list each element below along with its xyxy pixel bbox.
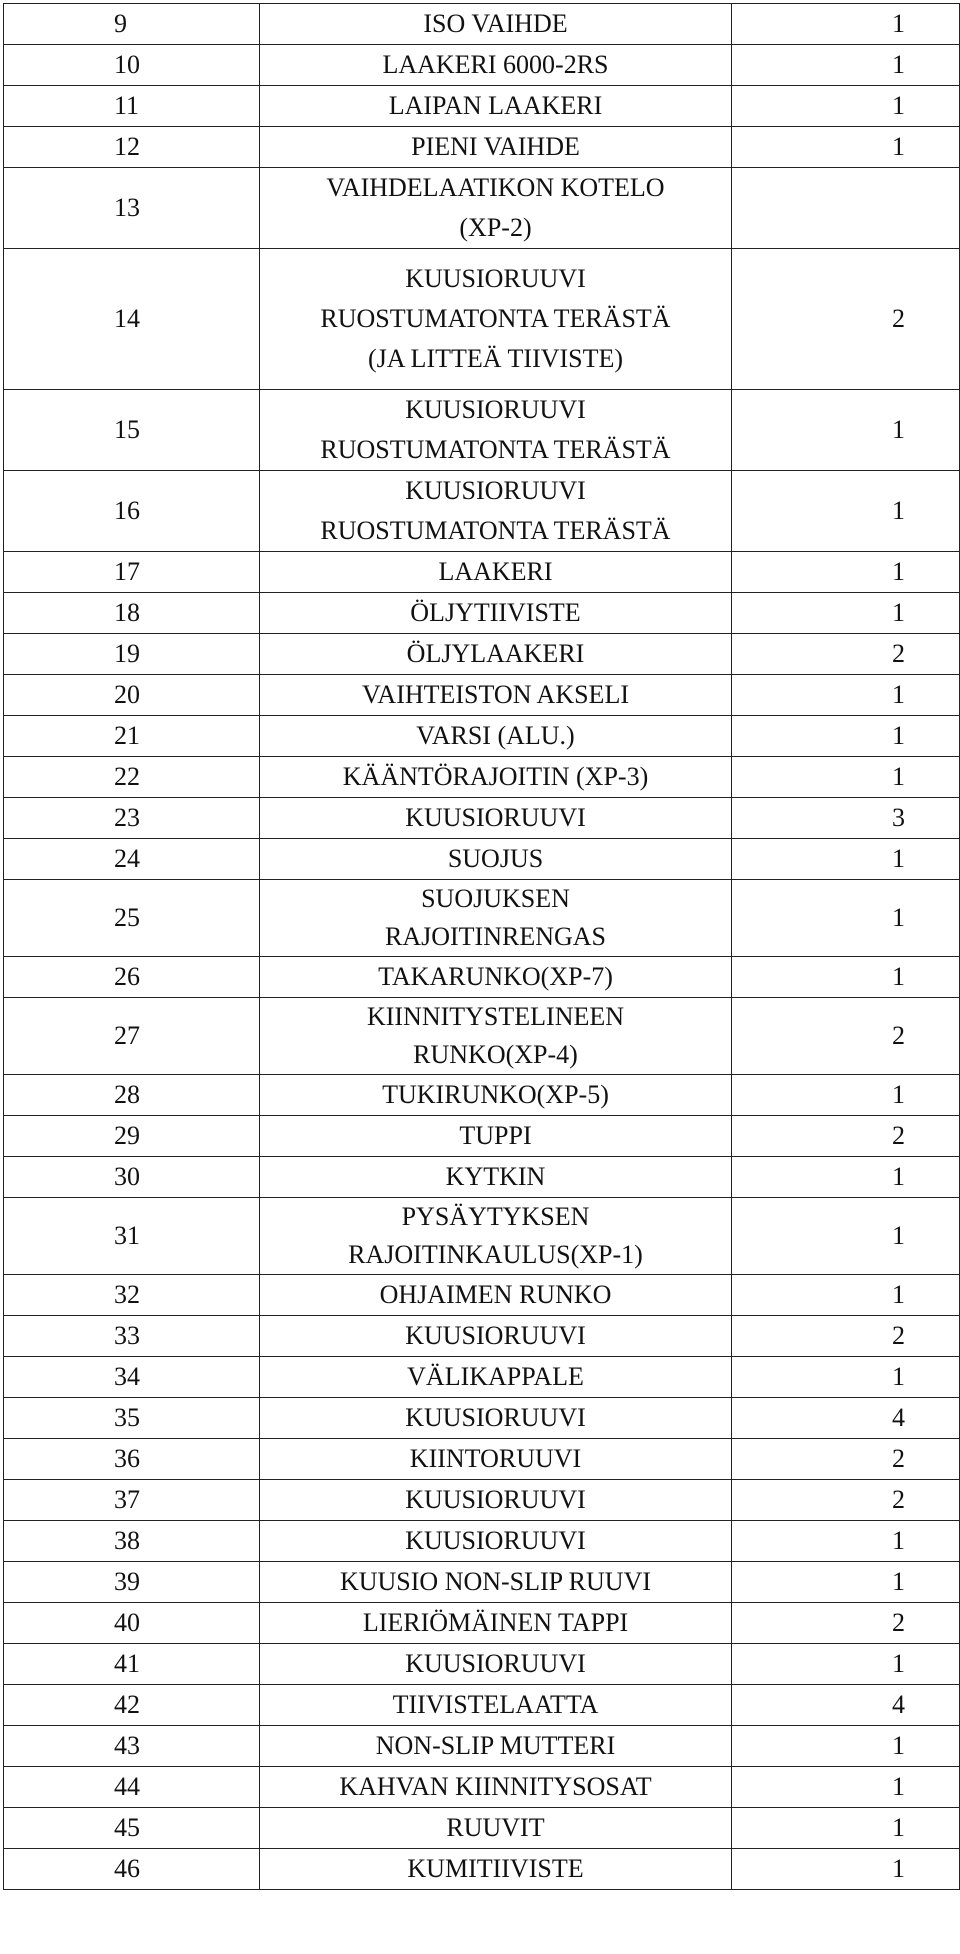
part-number-cell: 22 — [4, 757, 260, 798]
part-quantity-cell: 1 — [732, 1849, 960, 1890]
part-quantity-cell: 1 — [732, 675, 960, 716]
part-number-cell: 34 — [4, 1357, 260, 1398]
table-row — [4, 839, 960, 880]
table-row — [4, 1562, 960, 1603]
part-quantity-cell: 1 — [732, 757, 960, 798]
part-quantity-cell: 1 — [732, 1157, 960, 1198]
table-row — [4, 1075, 960, 1116]
part-name-cell: ISO VAIHDE — [260, 4, 732, 45]
part-number-cell: 30 — [4, 1157, 260, 1198]
part-number-cell: 17 — [4, 552, 260, 593]
table-row — [4, 45, 960, 86]
part-quantity-cell: 1 — [732, 127, 960, 168]
part-quantity-cell: 2 — [732, 1480, 960, 1521]
part-name-cell: KUUSIORUUVI — [260, 1398, 732, 1439]
part-number-cell: 36 — [4, 1439, 260, 1480]
part-name-cell: PIENI VAIHDE — [260, 127, 732, 168]
part-number-cell: 16 — [4, 471, 260, 552]
part-quantity-cell: 1 — [732, 716, 960, 757]
part-quantity-cell: 1 — [732, 1357, 960, 1398]
part-number-cell: 39 — [4, 1562, 260, 1603]
part-number-cell: 46 — [4, 1849, 260, 1890]
part-number-cell: 20 — [4, 675, 260, 716]
part-number-cell: 44 — [4, 1767, 260, 1808]
part-number-cell: 32 — [4, 1275, 260, 1316]
part-number-cell: 18 — [4, 593, 260, 634]
part-number-cell: 43 — [4, 1726, 260, 1767]
part-quantity-cell: 1 — [732, 1275, 960, 1316]
part-number-cell: 10 — [4, 45, 260, 86]
table-row — [4, 1808, 960, 1849]
table-row — [4, 1849, 960, 1890]
part-quantity-cell: 1 — [732, 1767, 960, 1808]
table-row — [4, 1275, 960, 1316]
part-name-cell: LAIPAN LAAKERI — [260, 86, 732, 127]
part-name-cell: KUUSIORUUVI RUOSTUMATONTA TERÄSTÄ — [260, 390, 732, 471]
part-quantity-cell: 1 — [732, 957, 960, 998]
part-number-cell: 9 — [4, 4, 260, 45]
part-quantity-cell: 1 — [732, 839, 960, 880]
table-row — [4, 1726, 960, 1767]
part-number-cell: 38 — [4, 1521, 260, 1562]
table-row — [4, 593, 960, 634]
part-name-cell: OHJAIMEN RUNKO — [260, 1275, 732, 1316]
parts-table — [3, 3, 960, 1890]
part-number-cell: 21 — [4, 716, 260, 757]
part-quantity-cell: 1 — [732, 45, 960, 86]
table-row — [4, 1603, 960, 1644]
part-number-cell: 42 — [4, 1685, 260, 1726]
part-number-cell: 41 — [4, 1644, 260, 1685]
part-quantity-cell: 4 — [732, 1685, 960, 1726]
part-quantity-cell: 1 — [732, 1808, 960, 1849]
part-number-cell: 26 — [4, 957, 260, 998]
table-row — [4, 1644, 960, 1685]
table-row — [4, 1357, 960, 1398]
part-quantity-cell: 1 — [732, 880, 960, 957]
part-name-cell: KUUSIORUUVI — [260, 1521, 732, 1562]
table-row — [4, 1521, 960, 1562]
part-name-cell: LAAKERI 6000-2RS — [260, 45, 732, 86]
part-name-cell: KIINTORUUVI — [260, 1439, 732, 1480]
table-row — [4, 1767, 960, 1808]
table-row — [4, 86, 960, 127]
part-quantity-cell: 1 — [732, 593, 960, 634]
part-quantity-cell: 1 — [732, 86, 960, 127]
table-row — [4, 798, 960, 839]
part-quantity-cell: 1 — [732, 1644, 960, 1685]
table-row — [4, 957, 960, 998]
part-name-cell: TUKIRUNKO(XP-5) — [260, 1075, 732, 1116]
part-name-cell: KÄÄNTÖRAJOITIN (XP-3) — [260, 757, 732, 798]
table-row — [4, 880, 960, 957]
part-name-cell: KUUSIORUUVI RUOSTUMATONTA TERÄSTÄ (JA LITTEÄ TIIVISTE) — [260, 249, 732, 390]
part-name-cell: VARSI (ALU.) — [260, 716, 732, 757]
part-name-cell: KUUSIO NON-SLIP RUUVI — [260, 1562, 732, 1603]
part-number-cell: 19 — [4, 634, 260, 675]
table-row — [4, 1480, 960, 1521]
part-quantity-cell: 1 — [732, 1726, 960, 1767]
part-number-cell: 27 — [4, 998, 260, 1075]
table-row — [4, 998, 960, 1075]
part-quantity-cell — [732, 168, 960, 249]
part-name-cell: KIINNITYSTELINEEN RUNKO(XP-4) — [260, 998, 732, 1075]
table-row — [4, 552, 960, 593]
part-quantity-cell: 1 — [732, 552, 960, 593]
part-quantity-cell: 3 — [732, 798, 960, 839]
part-name-cell: KUMITIIVISTE — [260, 1849, 732, 1890]
part-quantity-cell: 2 — [732, 1603, 960, 1644]
part-quantity-cell: 2 — [732, 998, 960, 1075]
table-row — [4, 1685, 960, 1726]
table-row — [4, 634, 960, 675]
part-name-cell: VAIHDELAATIKON KOTELO (XP-2) — [260, 168, 732, 249]
part-name-cell: KAHVAN KIINNITYSOSAT — [260, 1767, 732, 1808]
table-row — [4, 127, 960, 168]
part-quantity-cell: 2 — [732, 1316, 960, 1357]
table-row — [4, 757, 960, 798]
part-name-cell: ÖLJYLAAKERI — [260, 634, 732, 675]
part-number-cell: 33 — [4, 1316, 260, 1357]
part-name-cell: TUPPI — [260, 1116, 732, 1157]
part-quantity-cell: 2 — [732, 1439, 960, 1480]
part-name-cell: LIERIÖMÄINEN TAPPI — [260, 1603, 732, 1644]
part-name-cell: TAKARUNKO(XP-7) — [260, 957, 732, 998]
part-quantity-cell: 1 — [732, 1521, 960, 1562]
part-name-cell: KUUSIORUUVI — [260, 798, 732, 839]
part-quantity-cell: 1 — [732, 390, 960, 471]
part-name-cell: NON-SLIP MUTTERI — [260, 1726, 732, 1767]
part-number-cell: 11 — [4, 86, 260, 127]
part-name-cell: PYSÄYTYKSEN RAJOITINKAULUS(XP-1) — [260, 1198, 732, 1275]
part-name-cell: SUOJUS — [260, 839, 732, 880]
table-row — [4, 168, 960, 249]
part-quantity-cell: 2 — [732, 634, 960, 675]
part-number-cell: 12 — [4, 127, 260, 168]
table-row — [4, 249, 960, 390]
part-number-cell: 14 — [4, 249, 260, 390]
part-name-cell: VAIHTEISTON AKSELI — [260, 675, 732, 716]
part-quantity-cell: 4 — [732, 1398, 960, 1439]
part-number-cell: 29 — [4, 1116, 260, 1157]
part-number-cell: 28 — [4, 1075, 260, 1116]
part-quantity-cell: 2 — [732, 1116, 960, 1157]
part-quantity-cell: 1 — [732, 471, 960, 552]
table-row — [4, 1116, 960, 1157]
part-number-cell: 13 — [4, 168, 260, 249]
part-name-cell: KYTKIN — [260, 1157, 732, 1198]
table-row — [4, 1439, 960, 1480]
part-name-cell: KUUSIORUUVI — [260, 1644, 732, 1685]
table-row — [4, 675, 960, 716]
table-row — [4, 390, 960, 471]
part-number-cell: 31 — [4, 1198, 260, 1275]
part-number-cell: 40 — [4, 1603, 260, 1644]
table-row — [4, 471, 960, 552]
part-number-cell: 23 — [4, 798, 260, 839]
part-quantity-cell: 1 — [732, 1198, 960, 1275]
part-number-cell: 24 — [4, 839, 260, 880]
part-name-cell: KUUSIORUUVI — [260, 1480, 732, 1521]
part-name-cell: VÄLIKAPPALE — [260, 1357, 732, 1398]
part-number-cell: 15 — [4, 390, 260, 471]
part-name-cell: TIIVISTELAATTA — [260, 1685, 732, 1726]
part-quantity-cell: 1 — [732, 4, 960, 45]
part-name-cell: RUUVIT — [260, 1808, 732, 1849]
table-row — [4, 1398, 960, 1439]
part-name-cell: KUUSIORUUVI — [260, 1316, 732, 1357]
part-name-cell: KUUSIORUUVI RUOSTUMATONTA TERÄSTÄ — [260, 471, 732, 552]
part-quantity-cell: 1 — [732, 1562, 960, 1603]
part-number-cell: 37 — [4, 1480, 260, 1521]
part-quantity-cell: 1 — [732, 1075, 960, 1116]
table-row — [4, 4, 960, 45]
table-row — [4, 1198, 960, 1275]
part-number-cell: 45 — [4, 1808, 260, 1849]
part-name-cell: ÖLJYTIIVISTE — [260, 593, 732, 634]
parts-table-body — [4, 4, 960, 1890]
table-row — [4, 716, 960, 757]
part-number-cell: 25 — [4, 880, 260, 957]
part-name-cell: LAAKERI — [260, 552, 732, 593]
table-row — [4, 1316, 960, 1357]
part-number-cell: 35 — [4, 1398, 260, 1439]
part-quantity-cell: 2 — [732, 249, 960, 390]
table-row — [4, 1157, 960, 1198]
part-name-cell: SUOJUKSEN RAJOITINRENGAS — [260, 880, 732, 957]
